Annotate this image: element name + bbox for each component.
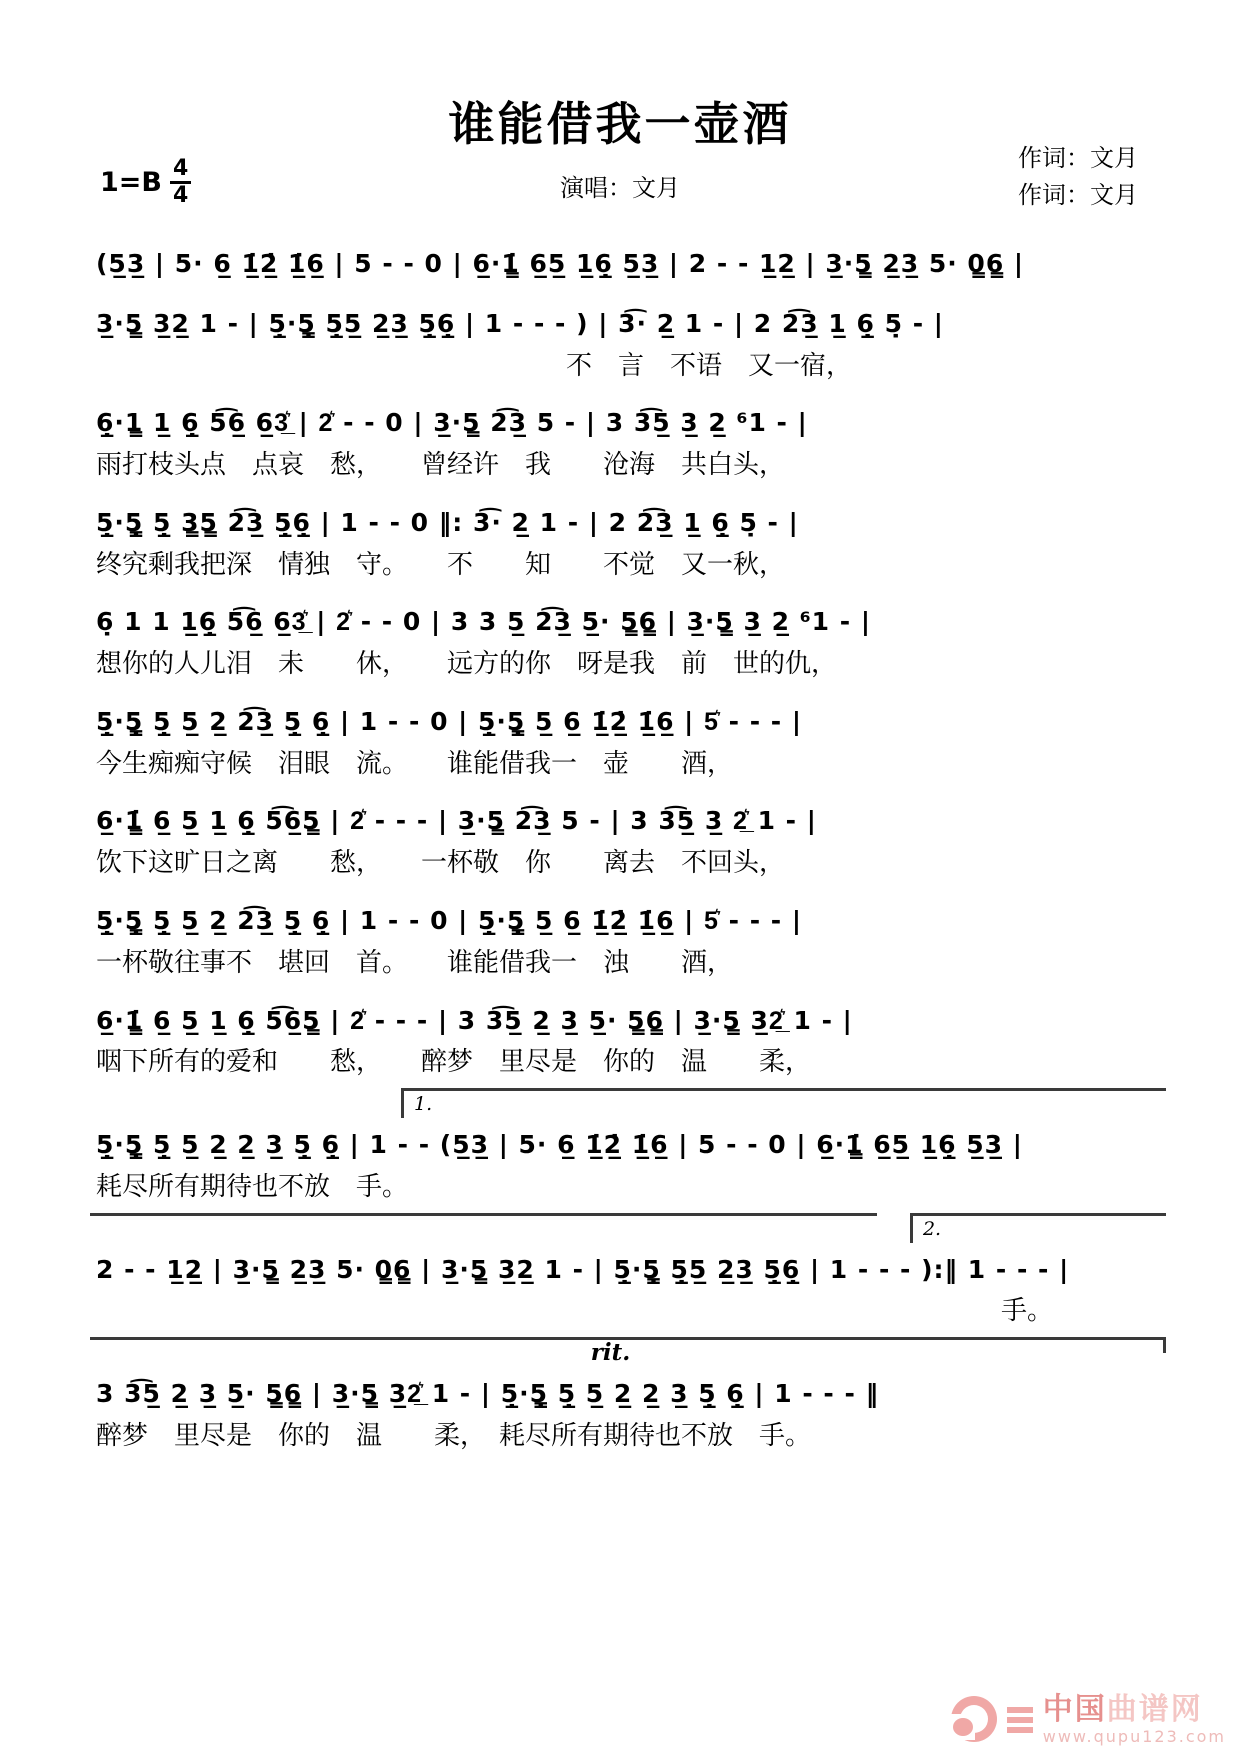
music-line-11 (96, 1217, 1160, 1330)
site-url: www.qupu123.com (1042, 1726, 1226, 1746)
notes-row: 6̲·1̳̇ 6̲ 5̲ 1̲ 6̲̣ 5͡6̲5̳ | 2͛ - - - | 3 3͡5̲ 2̲ 3̲ 5̲· 5̳6̳ | 3̲·5̳ 3̲2̲͛ 1 - | (96, 1005, 853, 1035)
time-signature-numerator: 4 (170, 158, 191, 184)
lyrics-row: 一杯敬往事不 堪回 首。 谁能借我一 浊 酒， (96, 947, 734, 978)
notes-row: 3 3͡5̲ 2̲ 3̲ 5̲· 5̳6̳ | 3̲·5̳ 3̲2̲͛ 1 - | 5̲̣·5̳̣ 5̲̣ 5̲ 2̲ 2̲ 3̲ 5̲̣ 6̲̣ | 1 - - - ‖ (96, 1379, 880, 1409)
score (0, 235, 1240, 1454)
credits (1018, 140, 1138, 214)
logo-bars-icon (1007, 1707, 1033, 1733)
notes-row: 5̲̣·5̳̣ 5̲̣ 5̲ 2̲ 2̲ 3̲ 5̲̣ 6̲̣ | 1 - - (5̲3̲ | 5· 6̲ 1̲̇2̲̇ 1̲̇6̲ | 5 - - 0 | 6̲·1̳̇ 6̲5̲ 1̲6̲̣ 5̲3̲ | (96, 1130, 1023, 1160)
notes-row: 6̲̣·1̳ 1̲ 6̲̣ 5͡6̲ 6̲3̲͛ | 2͛ - - 0 | 3̲·5̳ 2͡3̲ 5 - | 3 3͡5̲ 3̲ 2̲ ⁶1 - | (96, 408, 808, 438)
music-line-10 (96, 1093, 1160, 1205)
lyrics-row: 终究剩我把深 情独 守。 不 知 不觉 又一秋， (96, 549, 786, 580)
music-line-9 (96, 1002, 1160, 1081)
notes-row: 6̣ 1 1 1̲6̲̣ 5͡6̲ 6̲3̲͛ | 2͛ - - 0 | 3 3 5̲ 2͡3̲ 5̲· 5̳6̳ | 3̲·5̳ 3̲ 2̲ ⁶1 - | (96, 607, 871, 637)
lyrics-row: 醉梦 里尽是 你的 温 柔， 耗尽所有期待也不放 手。 (96, 1420, 812, 1451)
notes-row: 6̲·1̳̇ 6̲ 5̲ 1̲ 6̲̣ 5͡6̲5̳ | 2͛ - - - | 3̲·5̳ 2͡3̲ 5 - | 3 3͡5̲ 3̲ 2̲͛ 1 - | (96, 806, 817, 836)
rit-marking: rit. (590, 1339, 631, 1367)
notes-row: 2 - - 1̲2̲ | 3̲·5̳ 2̲3̲ 5· 0̳6̳ | 3̲·5̳ 3̲2̲ 1 - | 5̲̣·5̳̣ 5̲̣5̲ 2̲3̲ 5̲̣6̲̣ | 1 - - - ):‖ 1 - - - | (96, 1254, 1070, 1284)
credit-line-1: 作词：文月 (1018, 144, 1138, 172)
song-title: 谁能借我一壶酒 (448, 97, 792, 151)
lyrics-row: 不 言 不语 又一宿， (566, 350, 853, 381)
music-line-6 (96, 703, 1160, 782)
lyrics-row: 咽下所有的爱和 愁， 醉梦 里尽是 你的 温 柔， (96, 1047, 812, 1078)
volta-second-label: 2. (922, 1217, 942, 1240)
volta-bracket-first-continuation (90, 1213, 877, 1243)
lyrics-row: 雨打枝头点 点哀 愁， 曾经许 我 沧海 共白头， (96, 450, 786, 481)
notes-row: 3̲·5̳ 3̲2̲ 1 - | 5̲̣·5̳̣ 5̲̣5̲ 2̲3̲ 5̲̣6̲̣ | 1 - - - ) | 3͡· 2̲ 1 - | 2 2͡3̲ 1̲ 6̲̣ 5̣ - | (96, 308, 944, 338)
volta-bracket-first (401, 1088, 1166, 1118)
music-line-5 (96, 603, 1160, 682)
music-line-7 (96, 802, 1160, 881)
performer-credit: 演唱：文月 (560, 174, 680, 202)
brand-text-block (1043, 1694, 1226, 1745)
notes-row: 5̲̣·5̳̣ 5̲̣ 5̲ 2̲ 2͡3̲ 5̲̣ 6̲̣ | 1 - - 0 | 5̲̣·5̳̣ 5̲ 6̲ 1̲̇2̲̇ 1̲̇6̲ | 5͛ - - - | (96, 906, 802, 936)
music-line-2 (96, 305, 1160, 384)
credit-line-2: 作词：文月 (1018, 181, 1138, 210)
music-line-3 (96, 404, 1160, 483)
music-line-1 (96, 245, 1160, 284)
brand-name-dark: 中国 (1042, 1692, 1107, 1728)
header (0, 0, 1240, 235)
notes-row: 5̲̣·5̳̣ 5̲̣ 3̳5̳ 2͡3̲ 5̲̣6̲̣ | 1 - - 0 ‖: 3͡· 2̲ 1 - | 2 2͡3̲ 1̲ 6̲̣ 5̣ - | (96, 507, 799, 537)
music-line-8 (96, 902, 1160, 981)
music-line-12 (96, 1339, 1160, 1454)
lyrics-row: 想你的人儿泪 未 休， 远方的你 呀是我 前 世的仇， (96, 649, 838, 680)
site-watermark (951, 1694, 1226, 1746)
volta-first-label: 1. (414, 1093, 433, 1116)
lyrics-row: 手。 (1001, 1296, 1054, 1327)
notes-row: (5̲3̲ | 5· 6̲ 1̲̇2̲̇ 1̲̇6̲ | 5 - - 0 | 6̲·1̳̇ 6̲5̲ 1̲6̲̣ 5̲3̲ | 2 - - 1̲2̲ | 3̲·5̳ 2̲3̲ 5· 0̳6̳ | (96, 249, 1025, 278)
qupu-logo-icon (951, 1694, 1003, 1746)
volta-bracket-second (910, 1213, 1166, 1243)
brand-name-light: 曲谱网 (1106, 1692, 1203, 1728)
lyrics-row: 饮下这旷日之离 愁， 一杯敬 你 离去 不回头， (96, 848, 786, 879)
time-signature-denominator: 4 (173, 183, 189, 208)
lyrics-row: 今生痴痴守候 泪眼 流。 谁能借我一 壶 酒， (96, 748, 734, 779)
key-label: 1=B (100, 167, 162, 198)
music-line-4 (96, 504, 1160, 583)
notes-row: 5̲̣·5̳̣ 5̲̣ 5̲ 2̲ 2͡3̲ 5̲̣ 6̲̣ | 1 - - 0 | 5̲̣·5̳̣ 5̲ 6̲ 1̲̇2̲̇ 1̲̇6̲ | 5͛ - - - | (96, 706, 802, 736)
lyrics-row: 耗尽所有期待也不放 手。 (96, 1171, 409, 1202)
